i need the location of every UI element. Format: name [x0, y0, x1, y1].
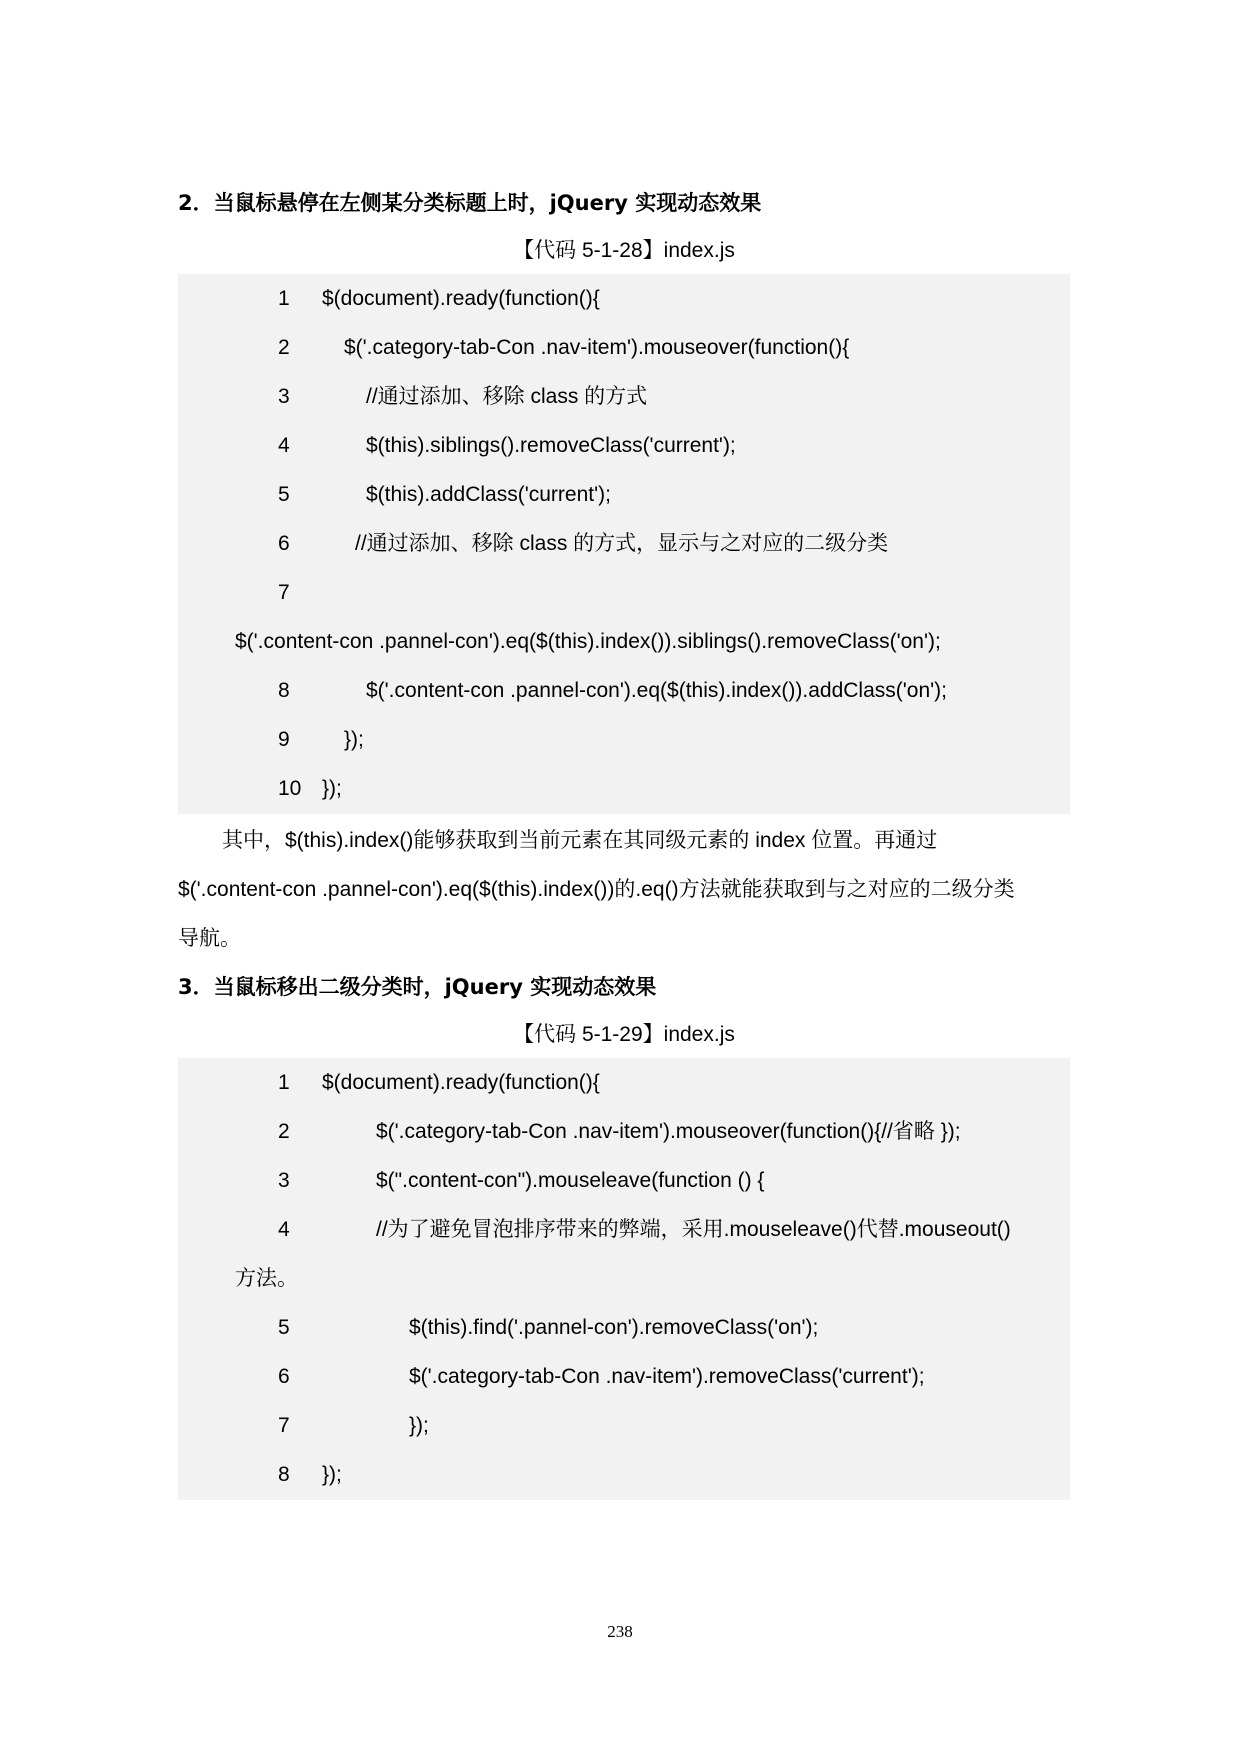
line-number: 2 — [278, 336, 290, 359]
section-3-heading: 3．当鼠标移出二级分类时，jQuery 实现动态效果 — [178, 975, 657, 999]
code-comment: 方法。 — [235, 1267, 298, 1290]
code-line — [178, 470, 1070, 519]
code-text: $(document).ready(function(){ — [322, 287, 600, 310]
code-text: }); — [409, 1414, 429, 1437]
code-comment: //为了避免冒泡排序带来的弊端，采用.mouseleave()代替.mouseout() — [376, 1218, 1011, 1241]
code-line — [178, 568, 1070, 617]
paragraph-line: $('.content-con .pannel-con').eq($(this).index())的.eq()方法就能获取到与之对应的二级分类 — [178, 878, 1015, 901]
code-text: $(document).ready(function(){ — [322, 1071, 600, 1094]
page-number: 238 — [607, 1622, 633, 1641]
line-number: 3 — [278, 385, 290, 408]
code-line — [178, 323, 1070, 372]
line-number: 4 — [278, 434, 290, 457]
code-line-wrapped — [178, 617, 1070, 666]
code-comment: //通过添加、移除 class 的方式，显示与之对应的二级分类 — [355, 532, 889, 555]
code-text: }); — [344, 728, 364, 751]
line-number: 6 — [278, 1365, 290, 1388]
code-text: $('.category-tab-Con .nav-item').mouseover(function(){ — [344, 336, 850, 359]
code-line — [178, 372, 1070, 421]
code-caption-5-1-29: 【代码 5-1-29】index.js — [513, 1023, 735, 1046]
code-block-5-1-28 — [178, 274, 1070, 814]
code-line-wrapped — [178, 1254, 1070, 1303]
code-line — [178, 1450, 1070, 1499]
code-text: $('.content-con .pannel-con').eq($(this).index()).siblings().removeClass('on'); — [235, 630, 941, 653]
code-line — [178, 715, 1070, 764]
line-number: 8 — [278, 679, 290, 702]
code-line — [178, 1107, 1070, 1156]
line-number: 1 — [278, 287, 290, 310]
code-line — [178, 1058, 1070, 1107]
code-text: $(this).siblings().removeClass('current'); — [366, 434, 736, 457]
line-number: 7 — [278, 581, 290, 604]
line-number: 9 — [278, 728, 290, 751]
code-text: $(this).find('.pannel-con').removeClass('on'); — [409, 1316, 819, 1339]
code-line — [178, 1205, 1070, 1254]
line-number: 7 — [278, 1414, 290, 1437]
code-line — [178, 421, 1070, 470]
code-line — [178, 1401, 1070, 1450]
paragraph-line: 其中，$(this).index()能够获取到当前元素在其同级元素的 index 位置。再通过 — [222, 829, 938, 852]
code-line — [178, 274, 1070, 323]
paragraph-line: 导航。 — [178, 927, 241, 950]
code-line — [178, 1303, 1070, 1352]
line-number: 8 — [278, 1463, 290, 1486]
code-line — [178, 519, 1070, 568]
code-line — [178, 666, 1070, 715]
code-text: $(this).addClass('current'); — [366, 483, 611, 506]
code-text: }); — [322, 777, 342, 800]
code-line — [178, 1352, 1070, 1401]
section-2-heading: 2．当鼠标悬停在左侧某分类标题上时，jQuery 实现动态效果 — [178, 191, 762, 215]
code-text: }); — [322, 1463, 342, 1486]
code-block-5-1-29 — [178, 1058, 1070, 1500]
code-caption-5-1-28: 【代码 5-1-28】index.js — [513, 239, 735, 262]
line-number: 10 — [278, 777, 302, 800]
code-text: $('.category-tab-Con .nav-item').mouseover(function(){//省略 }); — [376, 1120, 961, 1143]
code-line — [178, 764, 1070, 813]
code-text: $(".content-con").mouseleave(function () { — [376, 1169, 765, 1192]
code-line — [178, 1156, 1070, 1205]
line-number: 5 — [278, 483, 290, 506]
line-number: 1 — [278, 1071, 290, 1094]
line-number: 4 — [278, 1218, 290, 1241]
line-number: 3 — [278, 1169, 290, 1192]
code-text: $('.content-con .pannel-con').eq($(this).index()).addClass('on'); — [366, 679, 947, 702]
line-number: 5 — [278, 1316, 290, 1339]
code-text: $('.category-tab-Con .nav-item').removeClass('current'); — [409, 1365, 925, 1388]
code-comment: //通过添加、移除 class 的方式 — [366, 385, 648, 408]
line-number: 2 — [278, 1120, 290, 1143]
line-number: 6 — [278, 532, 290, 555]
